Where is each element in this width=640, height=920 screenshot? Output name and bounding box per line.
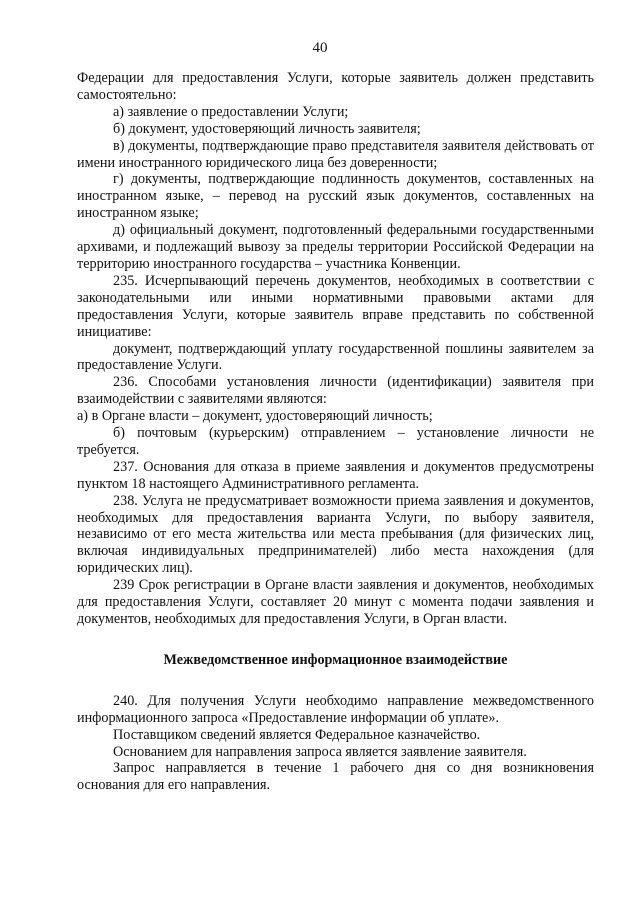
section-heading: Межведомственное информационное взаимодействие [163, 651, 508, 668]
paragraph-continuation: Федерации для предоставления Услуги, которые заявитель должен представить самостоятельно: [77, 70, 594, 103]
paragraph-235: 235. Исчерпывающий перечень документов, необходимых в соответствии с законодательными или иными нормативными правовыми актами для предоставления Услуги, которые заявитель вправе представить по собственной инициативе: [77, 272, 594, 340]
list-item-d: д) официальный документ, подготовленный федеральными государственными архивами, и подлежащий вывозу за пределы территории Российской Федерации на территорию иностранного государства – участника Конвенции. [77, 222, 594, 272]
paragraph-238: 238. Услуга не предусматривает возможности приема заявления и документов, необходимых для предоставления варианта Услуги, по выбору заявителя, независимо от его места жительства или места пребывания (для физических лиц, включая индивидуальных предпринимателей) либо места нахождения (для юридических лиц). [77, 492, 594, 577]
list-item-a: а) заявление о предоставлении Услуги; [113, 103, 349, 120]
list-item-236-b: б) почтовым (курьерским) отправлением – установление личности не требуется. [77, 425, 594, 458]
list-item-v: в) документы, подтверждающие право представителя заявителя действовать от имени иностранного юридического лица без доверенности; [77, 137, 594, 171]
list-item-b: б) документ, удостоверяющий личность заявителя; [113, 120, 421, 137]
paragraph-236: 236. Способами установления личности (идентификации) заявителя при взаимодействии с заявителями являются: [77, 374, 594, 408]
paragraph-basis: Основанием для направления запроса является заявление заявителя. [113, 743, 527, 760]
document-body [77, 70, 594, 794]
list-item-g: г) документы, подтверждающие подлинность документов, составленных на иностранном языке, – перевод на русский язык документов, составленных на иностранном языке; [77, 171, 594, 222]
paragraph-235-document: документ, подтверждающий уплату государственной пошлины заявителем за предоставление Услуги. [77, 340, 594, 374]
list-item-236-a: а) в Органе власти – документ, удостоверяющий личность; [77, 408, 433, 425]
paragraph-240: 240. Для получения Услуги необходимо направление межведомственного информационного запроса «Предоставление информации об уплате». [77, 692, 594, 726]
paragraph-request-timing: Запрос направляется в течение 1 рабочего дня со дня возникновения основания для его направления. [77, 760, 594, 794]
paragraph-supplier: Поставщиком сведений является Федеральное казначейство. [113, 726, 481, 743]
paragraph-239: 239 Срок регистрации в Органе власти заявления и документов, необходимых для предоставления Услуги, составляет 20 минут с момента подачи заявления и документов, необходимых для предоставления Услуги, в Орган власти. [77, 577, 594, 627]
paragraph-237: 237. Основания для отказа в приеме заявления и документов предусмотрены пунктом 18 настоящего Административного регламента. [77, 458, 594, 492]
page-number: 40 [312, 40, 328, 56]
